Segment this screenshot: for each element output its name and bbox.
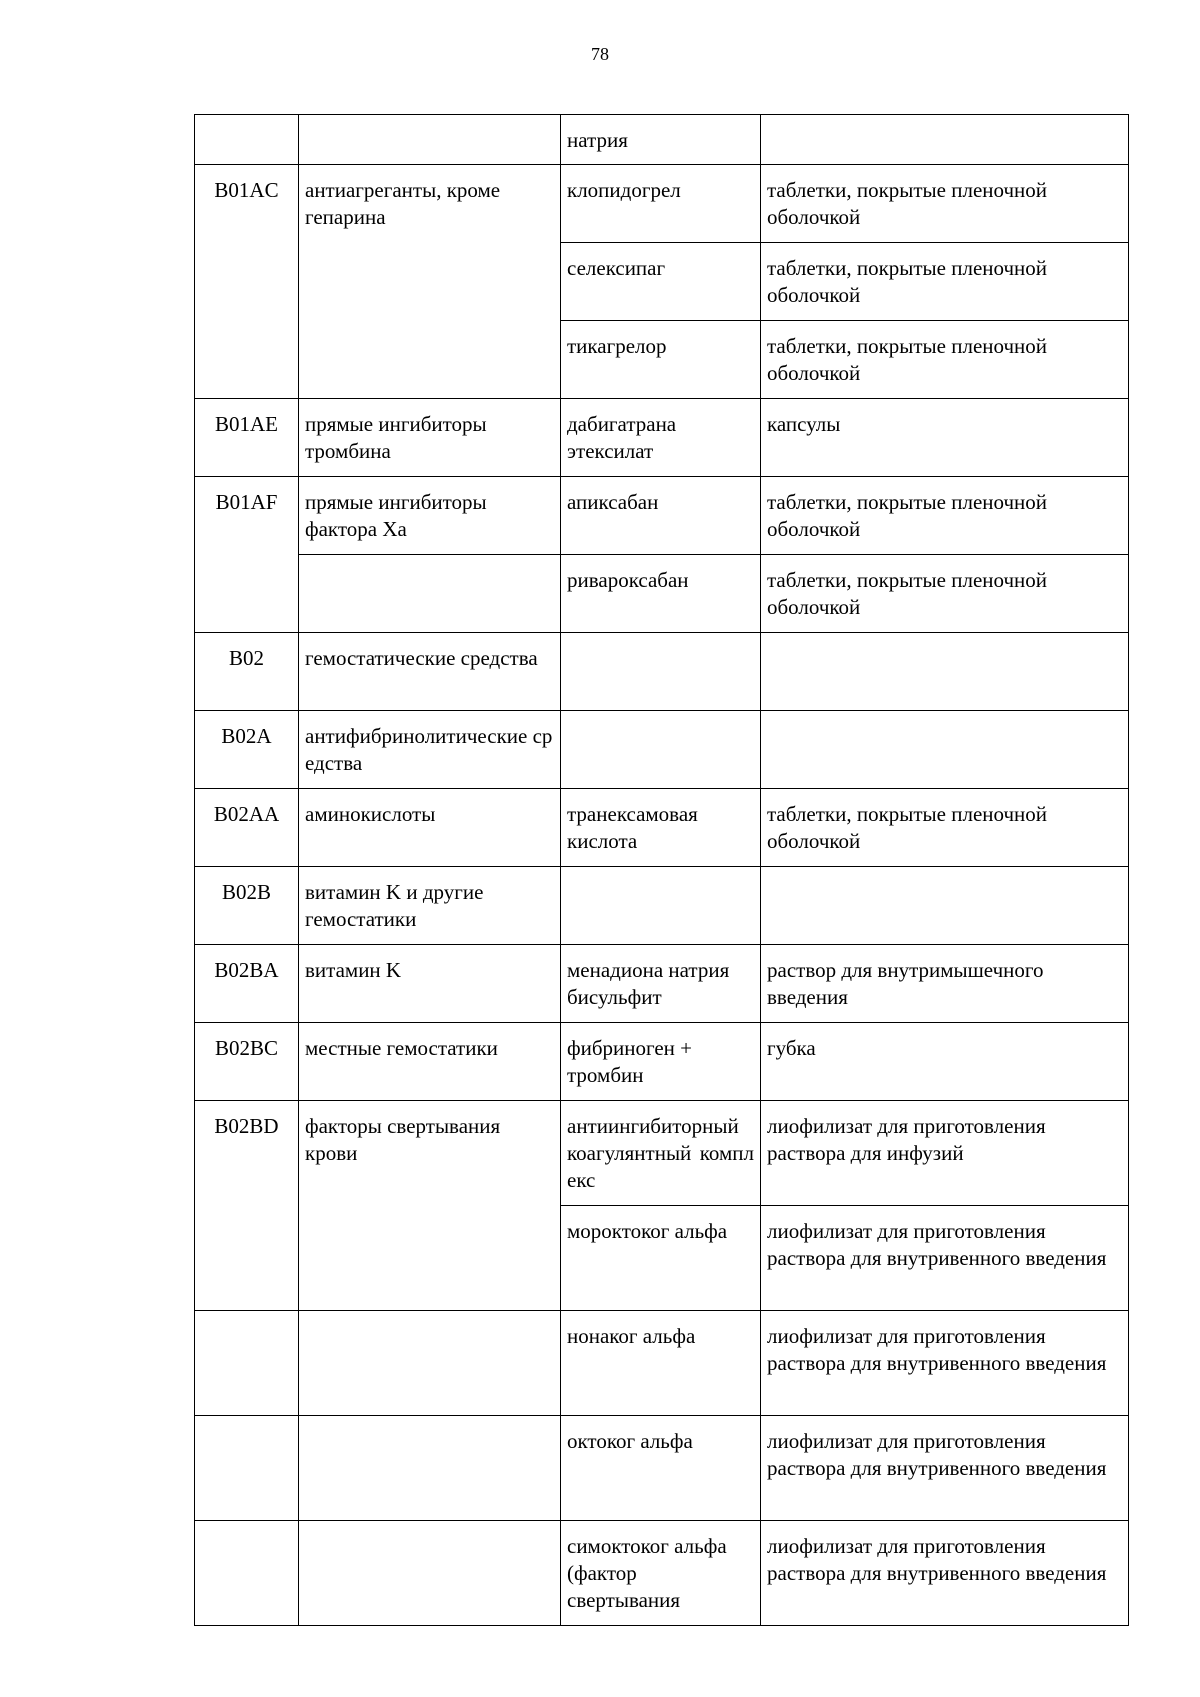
dosage-form-cell: лиофилизат для приготовления раствора для внутривенного введения [761, 1416, 1129, 1521]
dosage-form-cell: таблетки, покрытые пленочной оболочкой [761, 555, 1129, 633]
dosage-form-cell: капсулы [761, 399, 1129, 477]
atc-code-cell: B02A [195, 711, 299, 789]
table-row [195, 867, 1129, 945]
table-row [195, 165, 1129, 243]
table-row [195, 115, 1129, 165]
drug-name-cell: мороктоког альфа [561, 1206, 761, 1311]
table-row [195, 789, 1129, 867]
table-row [195, 633, 1129, 711]
atc-code-cell: B01AF [195, 477, 299, 633]
atc-code-cell: B02BA [195, 945, 299, 1023]
atc-code-cell: B02AA [195, 789, 299, 867]
dosage-form-cell: лиофилизат для приготовления раствора для инфузий [761, 1101, 1129, 1206]
table-row [195, 399, 1129, 477]
dosage-form-cell: лиофилизат для приготовления раствора для внутривенного введения [761, 1206, 1129, 1311]
dosage-form-cell: таблетки, покрытые пленочной оболочкой [761, 789, 1129, 867]
atc-code-cell: B01AE [195, 399, 299, 477]
group-cell: витамин K и другие гемостатики [299, 867, 561, 945]
drug-name-cell: тикагрелор [561, 321, 761, 399]
table-row [195, 1416, 1129, 1521]
table-row [195, 477, 1129, 555]
dosage-form-cell: раствор для внутримышечного введения [761, 945, 1129, 1023]
drug-name-cell: ривароксабан [561, 555, 761, 633]
table-row [195, 1101, 1129, 1206]
dosage-form-cell: таблетки, покрытые пленочной оболочкой [761, 243, 1129, 321]
drug-name-cell: апиксабан [561, 477, 761, 555]
atc-code-cell: B02BD [195, 1101, 299, 1311]
atc-code-cell [195, 1521, 299, 1626]
dosage-form-cell [761, 115, 1129, 165]
drug-name-cell [561, 711, 761, 789]
group-cell: прямые ингибиторы фактора Xa [299, 477, 561, 555]
group-cell [299, 1521, 561, 1626]
group-cell [299, 1416, 561, 1521]
group-cell: местные гемостатики [299, 1023, 561, 1101]
atc-code-cell [195, 1416, 299, 1521]
atc-code-cell [195, 115, 299, 165]
drug-name-cell: фибриноген + тромбин [561, 1023, 761, 1101]
atc-code-cell: B02BC [195, 1023, 299, 1101]
dosage-form-cell [761, 633, 1129, 711]
group-cell: гемостатические средства [299, 633, 561, 711]
group-cell [299, 1311, 561, 1416]
drug-name-cell: нонаког альфа [561, 1311, 761, 1416]
group-cell: витамин K [299, 945, 561, 1023]
dosage-form-cell [761, 867, 1129, 945]
dosage-form-cell: губка [761, 1023, 1129, 1101]
group-cell [299, 115, 561, 165]
table-row [195, 711, 1129, 789]
atc-code-cell [195, 1311, 299, 1416]
drug-name-cell [561, 867, 761, 945]
drug-name-cell: октоког альфа [561, 1416, 761, 1521]
group-cell: антиагреганты, кроме гепарина [299, 165, 561, 399]
group-cell: аминокислоты [299, 789, 561, 867]
table-row [195, 1023, 1129, 1101]
atc-code-cell: B01AC [195, 165, 299, 399]
table-row [195, 555, 1129, 633]
dosage-form-cell: лиофилизат для приготовления раствора для внутривенного введения [761, 1311, 1129, 1416]
group-cell: прямые ингибиторы тромбина [299, 399, 561, 477]
dosage-form-cell: таблетки, покрытые пленочной оболочкой [761, 165, 1129, 243]
drug-name-cell: дабигатрана этексилат [561, 399, 761, 477]
drug-name-cell: симоктоког альфа (фактор свертывания [561, 1521, 761, 1626]
atc-code-cell: B02B [195, 867, 299, 945]
drug-name-cell: натрия [561, 115, 761, 165]
table-row [195, 1311, 1129, 1416]
atc-code-cell: B02 [195, 633, 299, 711]
dosage-form-cell [761, 711, 1129, 789]
page-number: 78 [591, 44, 609, 64]
drug-name-cell: транексамовая кислота [561, 789, 761, 867]
dosage-form-cell: лиофилизат для приготовления раствора для внутривенного введения [761, 1521, 1129, 1626]
table-row [195, 1521, 1129, 1626]
drug-name-cell: менадиона натрия бисульфит [561, 945, 761, 1023]
group-cell: факторы свертывания крови [299, 1101, 561, 1311]
dosage-form-cell: таблетки, покрытые пленочной оболочкой [761, 321, 1129, 399]
group-cell: антифибринолитические средства [299, 711, 561, 789]
drug-name-cell: селексипаг [561, 243, 761, 321]
drug-table [194, 114, 1129, 1626]
drug-name-cell [561, 633, 761, 711]
dosage-form-cell: таблетки, покрытые пленочной оболочкой [761, 477, 1129, 555]
group-cell [299, 555, 561, 633]
drug-name-cell: антиингибиторный коагулянтный комплекс [561, 1101, 761, 1206]
drug-name-cell: клопидогрел [561, 165, 761, 243]
table-row [195, 945, 1129, 1023]
